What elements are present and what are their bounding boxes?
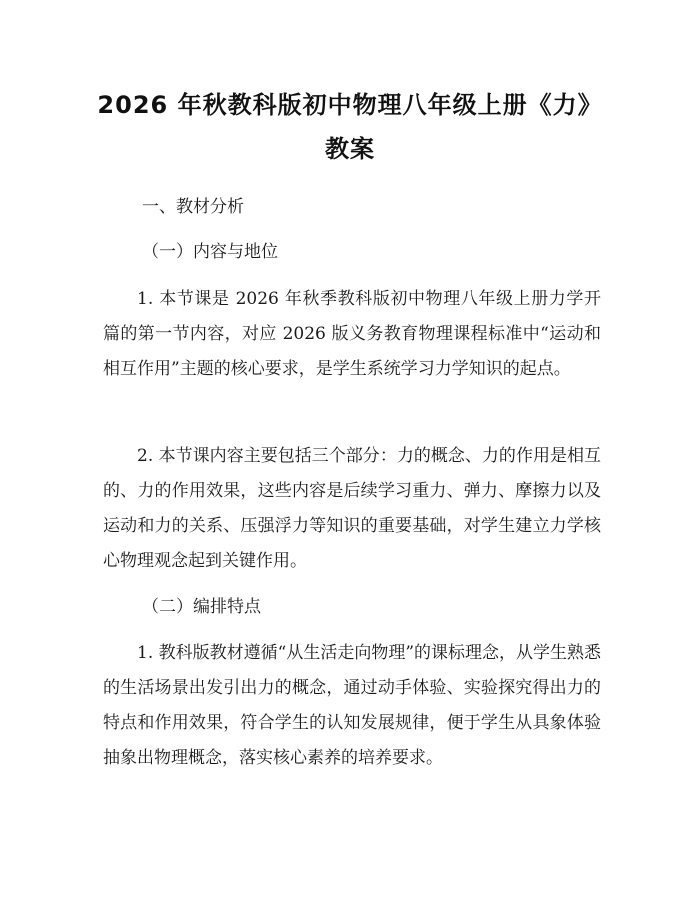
document-title-line-2: 教案 [325, 135, 375, 163]
paragraph-2: 2. 本节课内容主要包括三个部分：力的概念、力的作用是相互的、力的作用效果，这些内容是后续学习重力、弹力、摩擦力以及运动和力的关系、压强浮力等知识的重要基础，对学生建立力学核心物理观念起到关键作用。 [103, 446, 601, 571]
paragraph-3: 1. 教科版教材遵循“从生活走向物理”的课标理念，从学生熟悉的生活场景出发引出力的概念，通过动手体验、实验探究得出力的特点和作用效果，符合学生的认知发展规律，便于学生从具象体验抽象出物理概念，落实核心素养的培养要求。 [103, 643, 602, 768]
paragraph-1: 1. 本节课是 2026 年秋季教科版初中物理八年级上册力学开篇的第一节内容，对应 2026 版义务教育物理课程标准中“运动和相互作用”主题的核心要求，是学生系统学习力学知识的起点。 [103, 289, 601, 379]
section-heading-textbook-analysis: 一、教材分析 [142, 197, 244, 217]
document-title-line-1: 2026 年秋教科版初中物理八年级上册《力》 [97, 91, 603, 119]
subsection-heading-arrangement-features: （二）编排特点 [142, 597, 261, 617]
subsection-heading-content-position: （一）内容与地位 [142, 242, 278, 262]
